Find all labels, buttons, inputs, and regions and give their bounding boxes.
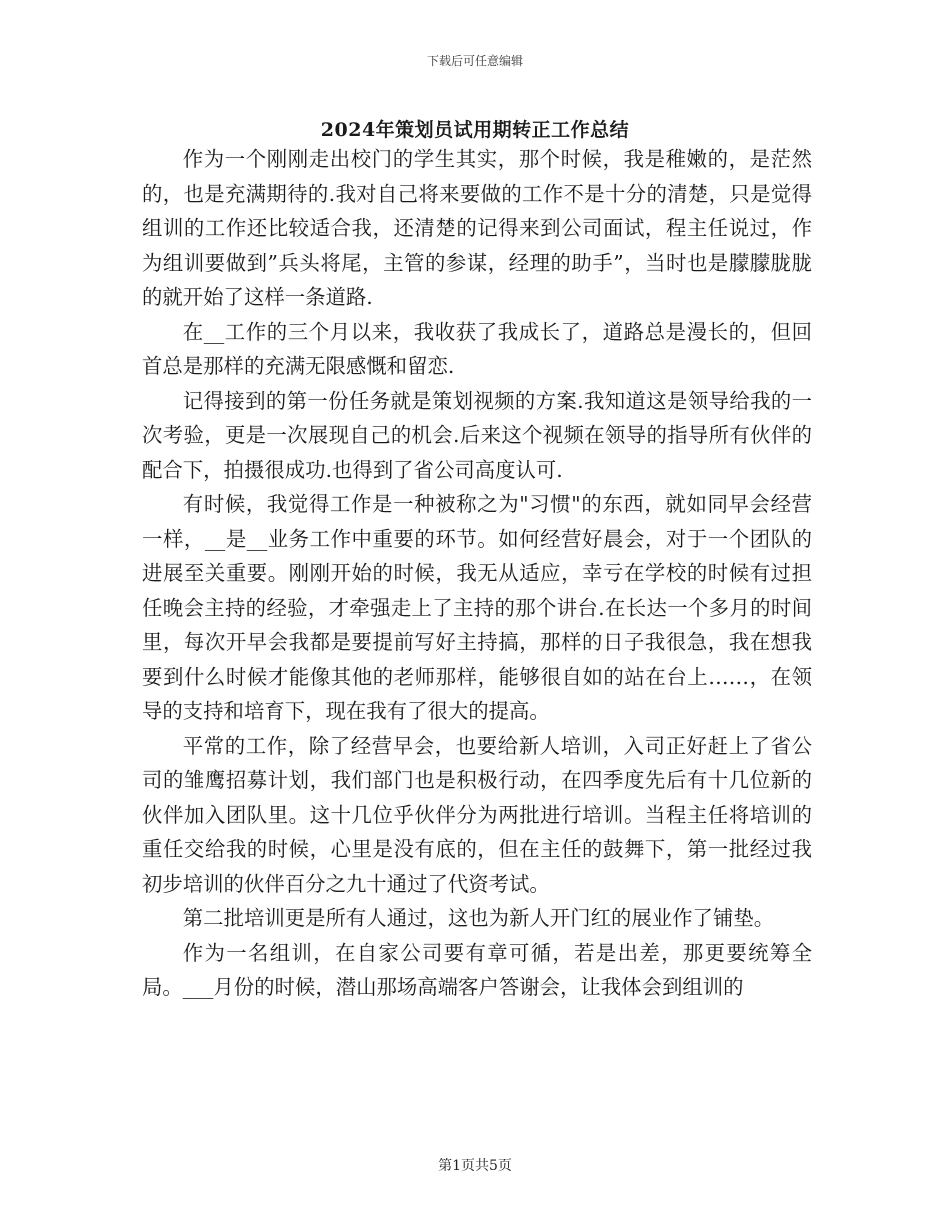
document-title: 2024年策划员试用期转正工作总结 bbox=[320, 119, 630, 141]
document-body bbox=[142, 142, 812, 1005]
paragraph: 第二批培训更是所有人通过，这也为新人开门红的展业作了铺垫。 bbox=[182, 906, 775, 930]
paragraph: 平常的工作，除了经营早会，也要给新人培训，入司正好赶上了省公司的雏鹰招募计划，我们部门也是积极行动，在四季度先后有十几位新的伙伴加入团队里。这十几位乎伙伴分为两批进行培训。当程主任将培训的重任交给我的时候，心里是没有底的，但在主任的鼓舞下，第一批经过我初步培训的伙伴百分之九十通过了代资考试。 bbox=[142, 733, 812, 896]
paragraph: 作为一个刚刚走出校门的学生其实，那个时候，我是稚嫩的，是茫然的，也是充满期待的.我对自己将来要做的工作不是十分的清楚，只是觉得组训的工作还比较适合我，还清楚的记得来到公司面试，程主任说过，作为组训要做到”兵头将尾，主管的参谋，经理的助手”，当时也是朦朦胧胧的就开始了这样一条道路. bbox=[142, 147, 812, 309]
paragraph: 在__工作的三个月以来，我收获了我成长了，道路总是漫长的，但回首总是那样的充满无限感慨和留恋. bbox=[142, 319, 812, 378]
page-footer-number: 第1页共5页 bbox=[438, 1158, 512, 1174]
paragraph: 记得接到的第一份任务就是策划视频的方案.我知道这是领导给我的一次考验，更是一次展现自己的机会.后来这个视频在领导的指导所有伙伴的配合下，拍摄很成功.也得到了省公司高度认可. bbox=[142, 388, 812, 482]
paragraph: 作为一名组训，在自家公司要有章可循，若是出差，那更要统筹全局。___月份的时候，潜山那场高端客户答谢会，让我体会到组训的 bbox=[142, 940, 812, 999]
paragraph: 有时候，我觉得工作是一种被称之为"习惯"的东西，就如同早会经营一样，__是__业务工作中重要的环节。如何经营好晨会，对于一个团队的进展至关重要。刚刚开始的时候，我无从适应，幸亏在学校的时候有过担任晚会主持的经验，才牵强走上了主持的那个讲台.在长达一个多月的时间里，每次开早会我都是要提前写好主持搞，那样的日子我很急，我在想我要到什么时候才能像其他的老师那样，能够很自如的站在台上……，在领导的支持和培育下，现在我有了很大的提高。 bbox=[142, 492, 812, 723]
page-header-note: 下载后可任意编辑 bbox=[426, 54, 523, 68]
